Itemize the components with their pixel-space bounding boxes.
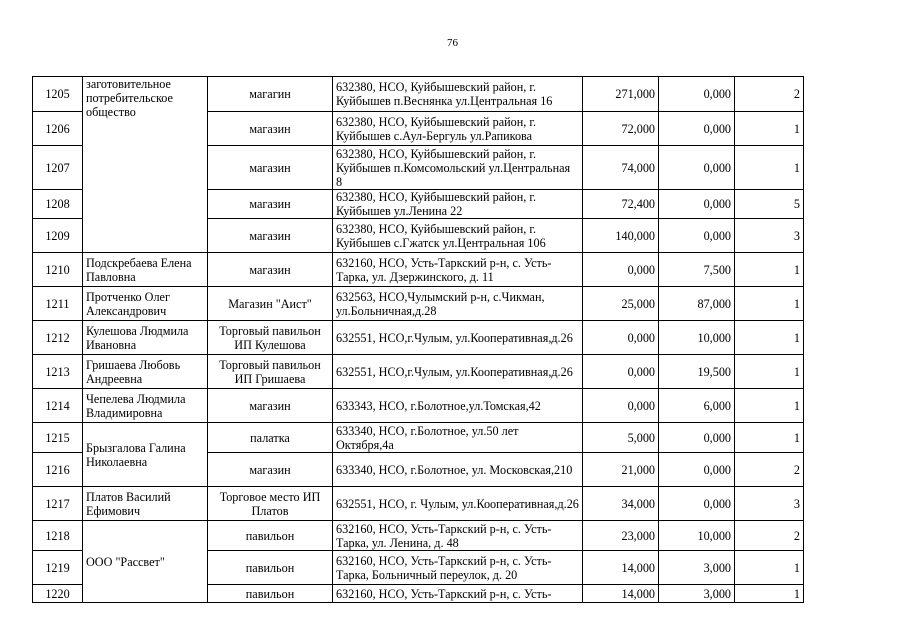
row-number-cell: 1220: [33, 585, 83, 603]
address-cell: 632551, НСО,г.Чулым, ул.Кооперативная,д.26: [333, 321, 583, 355]
address-cell: 632380, НСО, Куйбышевский район, г. Куйбышев ул.Ленина 22: [333, 190, 583, 219]
row-number-cell: 1212: [33, 321, 83, 355]
organization-cell: Платов Василий Ефимович: [83, 487, 208, 521]
organization-cell: ООО "Рассвет": [83, 521, 208, 603]
value1-cell: 0,000: [583, 389, 659, 423]
address-cell: 632380, НСО, Куйбышевский район, г. Куйбышев п.Комсомольский ул.Центральная 8: [333, 146, 583, 190]
object-type-cell: магазин: [208, 453, 333, 487]
address-cell: 632160, НСО, Усть-Таркский р-н, с. Усть-Тарка, ул. Дзержинского, д. 11: [333, 253, 583, 287]
address-cell: 632380, НСО, Куйбышевский район, г. Куйбышев п.Веснянка ул.Центральная 16: [333, 77, 583, 112]
page-number: 76: [447, 37, 458, 49]
address-cell: 632551, НСО,г.Чулым, ул.Кооперативная,д.26: [333, 355, 583, 389]
row-number-cell: 1217: [33, 487, 83, 521]
registry-table-body: [33, 77, 804, 603]
row-number-cell: 1206: [33, 112, 83, 146]
registry-table: [32, 76, 804, 603]
value1-cell: 72,400: [583, 190, 659, 219]
organization-cell: заготовительное потребительское общество: [83, 77, 208, 253]
organization-cell: Брызгалова Галина Николаевна: [83, 423, 208, 487]
table-row: [33, 77, 804, 112]
value2-cell: 0,000: [659, 112, 735, 146]
value3-cell: 1: [735, 112, 804, 146]
value2-cell: 19,500: [659, 355, 735, 389]
object-type-cell: Магазин "Аист": [208, 287, 333, 321]
object-type-cell: палатка: [208, 423, 333, 453]
table-row: [33, 389, 804, 423]
object-type-cell: магазин: [208, 389, 333, 423]
value1-cell: 0,000: [583, 355, 659, 389]
table-row: [33, 487, 804, 521]
value3-cell: 1: [735, 287, 804, 321]
value3-cell: 1: [735, 321, 804, 355]
row-number-cell: 1207: [33, 146, 83, 190]
organization-cell: Кулешова Людмила Ивановна: [83, 321, 208, 355]
row-number-cell: 1205: [33, 77, 83, 112]
value1-cell: 25,000: [583, 287, 659, 321]
value1-cell: 140,000: [583, 219, 659, 253]
address-cell: 632563, НСО,Чулымский р-н, с.Чикман, ул.Больничная,д.28: [333, 287, 583, 321]
value1-cell: 23,000: [583, 521, 659, 551]
row-number-cell: 1208: [33, 190, 83, 219]
object-type-cell: Торговый павильон ИП Гришаева: [208, 355, 333, 389]
object-type-cell: павильон: [208, 551, 333, 585]
value1-cell: 0,000: [583, 253, 659, 287]
row-number-cell: 1219: [33, 551, 83, 585]
value1-cell: 74,000: [583, 146, 659, 190]
address-cell: 632380, НСО, Куйбышевский район, г. Куйбышев с.Аул-Бергуль ул.Рапикова: [333, 112, 583, 146]
value3-cell: 1: [735, 423, 804, 453]
value1-cell: 21,000: [583, 453, 659, 487]
value1-cell: 14,000: [583, 585, 659, 603]
object-type-cell: Торговый павильон ИП Кулешова: [208, 321, 333, 355]
address-cell: 632551, НСО, г. Чулым, ул.Кооперативная,д.26: [333, 487, 583, 521]
value2-cell: 3,000: [659, 585, 735, 603]
row-number-cell: 1211: [33, 287, 83, 321]
value1-cell: 0,000: [583, 321, 659, 355]
address-cell: 633343, НСО, г.Болотное,ул.Томская,42: [333, 389, 583, 423]
value3-cell: 1: [735, 551, 804, 585]
value1-cell: 34,000: [583, 487, 659, 521]
address-cell: 632160, НСО, Усть-Таркский р-н, с. Усть-Тарка, Больничный переулок, д. 20: [333, 551, 583, 585]
value3-cell: 2: [735, 77, 804, 112]
value3-cell: 1: [735, 585, 804, 603]
value2-cell: 7,500: [659, 253, 735, 287]
table-row: [33, 253, 804, 287]
row-number-cell: 1214: [33, 389, 83, 423]
table-row: [33, 287, 804, 321]
value1-cell: 5,000: [583, 423, 659, 453]
value2-cell: 3,000: [659, 551, 735, 585]
table-row: [33, 355, 804, 389]
value2-cell: 10,000: [659, 321, 735, 355]
value2-cell: 0,000: [659, 146, 735, 190]
value2-cell: 0,000: [659, 219, 735, 253]
value2-cell: 0,000: [659, 423, 735, 453]
object-type-cell: магазин: [208, 146, 333, 190]
value3-cell: 1: [735, 253, 804, 287]
value3-cell: 3: [735, 219, 804, 253]
table-row: [33, 321, 804, 355]
value2-cell: 0,000: [659, 77, 735, 112]
object-type-cell: павильон: [208, 585, 333, 603]
address-cell: 633340, НСО, г.Болотное, ул. Московская,210: [333, 453, 583, 487]
table-row: [33, 521, 804, 551]
row-number-cell: 1218: [33, 521, 83, 551]
address-cell: 632160, НСО, Усть-Таркский р-н, с. Усть-: [333, 585, 583, 603]
organization-cell: Подскребаева Елена Павловна: [83, 253, 208, 287]
object-type-cell: магазин: [208, 190, 333, 219]
object-type-cell: магазин: [208, 219, 333, 253]
value1-cell: 14,000: [583, 551, 659, 585]
value3-cell: 3: [735, 487, 804, 521]
row-number-cell: 1216: [33, 453, 83, 487]
address-cell: 633340, НСО, г.Болотное, ул.50 лет Октября,4а: [333, 423, 583, 453]
row-number-cell: 1213: [33, 355, 83, 389]
row-number-cell: 1215: [33, 423, 83, 453]
value2-cell: 10,000: [659, 521, 735, 551]
address-cell: 632160, НСО, Усть-Таркский р-н, с. Усть-Тарка, ул. Ленина, д. 48: [333, 521, 583, 551]
object-type-cell: магазин: [208, 112, 333, 146]
organization-cell: Протченко Олег Александрович: [83, 287, 208, 321]
value1-cell: 72,000: [583, 112, 659, 146]
value3-cell: 2: [735, 521, 804, 551]
value3-cell: 5: [735, 190, 804, 219]
object-type-cell: магазин: [208, 253, 333, 287]
value2-cell: 0,000: [659, 453, 735, 487]
value3-cell: 2: [735, 453, 804, 487]
value1-cell: 271,000: [583, 77, 659, 112]
object-type-cell: Торговое место ИП Платов: [208, 487, 333, 521]
value3-cell: 1: [735, 146, 804, 190]
object-type-cell: павильон: [208, 521, 333, 551]
row-number-cell: 1209: [33, 219, 83, 253]
organization-cell: Гришаева Любовь Андреевна: [83, 355, 208, 389]
object-type-cell: магагин: [208, 77, 333, 112]
value3-cell: 1: [735, 355, 804, 389]
row-number-cell: 1210: [33, 253, 83, 287]
value2-cell: 0,000: [659, 190, 735, 219]
value2-cell: 6,000: [659, 389, 735, 423]
value3-cell: 1: [735, 389, 804, 423]
address-cell: 632380, НСО, Куйбышевский район, г. Куйбышев с.Гжатск ул.Центральная 106: [333, 219, 583, 253]
value2-cell: 87,000: [659, 287, 735, 321]
value2-cell: 0,000: [659, 487, 735, 521]
table-row: [33, 423, 804, 453]
organization-cell: Чепелева Людмила Владимировна: [83, 389, 208, 423]
